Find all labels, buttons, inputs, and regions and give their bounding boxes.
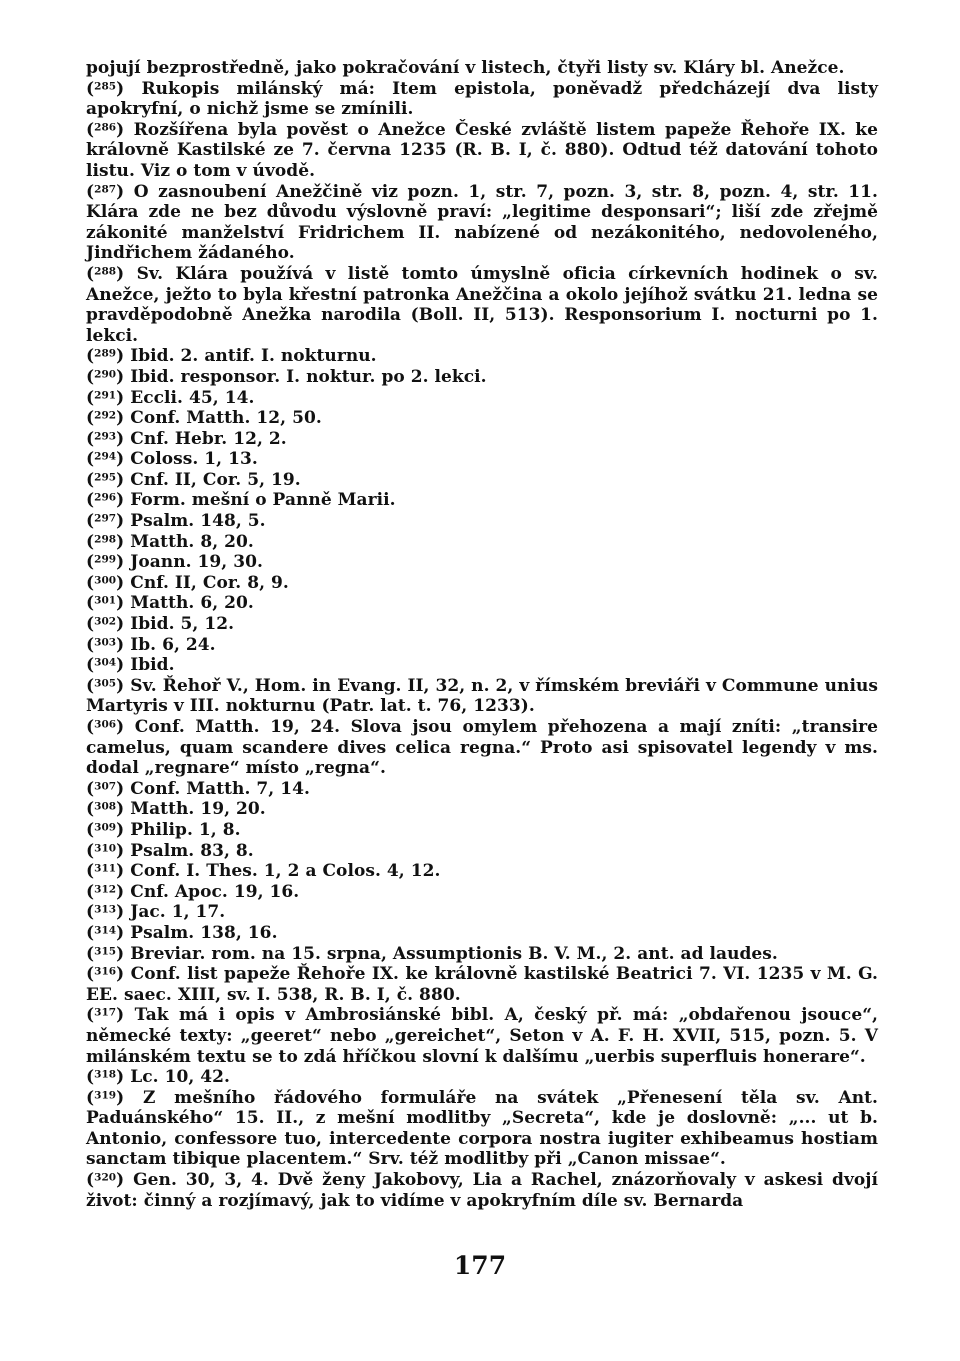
footnote-text: Form. mešní o Panně Marii.	[130, 490, 396, 511]
footnote-number: 309	[94, 821, 117, 834]
footnote-text: Jac. 1, 17.	[130, 902, 226, 923]
footnote: ($^{295}$) Cnf. II, Cor. 5, 19.	[86, 469, 301, 490]
footnote: ($^{319}$) Z mešního řádového formuláře na svátek „Přenesení těla sv. Ant. Paduánského“ 15. II., z mešní modlitby „Secreta“, kde je doslovně: „... ut b. Antonio, confessore tuo, intercedente corpora nostra iugiter exhibeamus hostiam sanctam tibique placentem.“ Srv. též modlitby při „Canon missae“.	[86, 1087, 878, 1170]
footnote-text: Psalm. 83, 8.	[130, 840, 254, 861]
footnote: ($^{316}$) Conf. list papeže Řehoře IX. ke královně kastilské Beatrici 7. VI. 1235 v M. G. EE. saec. XIII, sv. I. 538, R. B. I, č. 880.	[86, 964, 879, 1005]
footnote-text: Joann. 19, 30.	[130, 552, 263, 573]
footnote-text: Ib. 6, 24.	[130, 634, 216, 655]
footnote: ($^{287}$) O zasnoubení Anežčině viz pozn. 1, str. 7, pozn. 3, str. 8, pozn. 4, str. 11. Klára zde ne bez důvodu výslovně praví: „legitime desponsari“; liší zde zřejmě zákonité manželství Fridrichem II. nabízené od nezákonitého, nedovoleného, Jindřichem žádaného.	[86, 181, 879, 264]
footnote: ($^{313}$) Jac. 1, 17.	[86, 902, 226, 923]
footnote-number: 297	[94, 512, 117, 525]
footnote-text: Conf. Matth. 19, 24. Slova jsou omylem přehozena a mají zníti: „transire camelus, quam scandere dives celica regna.“ Proto asi spisovatel legendy v ms. dodal „regnare“ místo „regna“.	[86, 717, 878, 779]
footnote: ($^{298}$) Matth. 8, 20.	[86, 531, 254, 552]
footnote: ($^{315}$) Breviar. rom. na 15. srpna, Assumptionis B. V. M., 2. ant. ad laudes.	[86, 943, 778, 964]
footnote-text: Ibid. 5, 12.	[130, 614, 235, 635]
footnote-number: 317	[94, 1006, 117, 1019]
page-number: 177	[453, 1251, 507, 1280]
footnote-number: 293	[94, 429, 117, 442]
footnote-number: 294	[94, 450, 117, 463]
footnote-number: 311	[94, 862, 117, 875]
footnote: ($^{307}$) Conf. Matth. 7, 14.	[86, 778, 310, 799]
footnote	[86, 58, 878, 79]
footnote: ($^{303}$) Ib. 6, 24.	[86, 634, 216, 655]
footnote-text: Matth. 8, 20.	[130, 531, 254, 552]
footnote-text: pojují bezprostředně, jako pokračování v listech, čtyři listy sv. Kláry bl. Anežce.	[86, 58, 845, 78]
footnote: ($^{292}$) Conf. Matth. 12, 50.	[86, 408, 322, 429]
footnote: ($^{312}$) Cnf. Apoc. 19, 16.	[86, 881, 300, 902]
footnote-number: 299	[94, 553, 117, 566]
footnote-number: 310	[94, 841, 117, 854]
footnote-number: 292	[94, 409, 117, 422]
footnote: ($^{309}$) Philip. 1, 8.	[86, 819, 241, 840]
footnote-number: 285	[94, 79, 117, 92]
footnote-number: 288	[94, 265, 117, 278]
footnote-number: 308	[94, 800, 117, 813]
footnote-number: 306	[94, 718, 117, 731]
footnote-text: Conf. list papeže Řehoře IX. ke královně kastilské Beatrici 7. VI. 1235 v M. G. EE. saec. XIII, sv. I. 538, R. B. I, č. 880.	[86, 964, 879, 1005]
footnote-text: Z mešního řádového formuláře na svátek „Přenesení těla sv. Ant. Paduánského“ 15. II., z mešní modlitby „Secreta“, kde je doslovně: „... ut b. Antonio, confessore tuo, intercedente corpora nostra iugiter exhibeamus hostiam sanctam tibique placentem.“ Srv. též modlitby při „Canon missae“.	[86, 1087, 878, 1170]
footnote: ($^{297}$) Psalm. 148, 5.	[86, 511, 266, 532]
footnote: ($^{302}$) Ibid. 5, 12.	[86, 614, 235, 635]
footnote-text: Eccli. 45, 14.	[130, 387, 255, 408]
footnote-number: 313	[94, 903, 117, 916]
footnote-text: Coloss. 1, 13.	[130, 449, 258, 470]
footnote-text: Ibid. responsor. I. noktur. po 2. lekci.	[130, 366, 487, 387]
footnote-text: Ibid.	[130, 655, 175, 676]
footnote-number: 300	[94, 574, 117, 587]
footnote-number: 314	[94, 924, 117, 937]
footnote-text: Gen. 30, 3, 4. Dvě ženy Jakobovy, Lia a Rachel, znázorňovaly v askesi dvojí život: činný a rozjímavý, jak to vidíme v apokryfním díle sv. Bernarda	[86, 1170, 878, 1211]
footnote-number: 302	[94, 615, 117, 628]
footnote-text: Rukopis milánský má: Item epistola, poněvadž předcházejí dva listy apokryfní, o nichž jsme se zmínili.	[86, 78, 879, 120]
footnote: ($^{291}$) Eccli. 45, 14.	[86, 387, 255, 408]
footnote: ($^{311}$) Conf. I. Thes. 1, 2 a Colos. 4, 12.	[86, 861, 441, 882]
footnote: ($^{301}$) Matth. 6, 20.	[86, 593, 254, 614]
footnote: ($^{310}$) Psalm. 83, 8.	[86, 840, 254, 861]
footnote: ($^{288}$) Sv. Klára používá v listě tomto úmyslně oficia církevních hodinek o sv. Anežce, ježto to byla křestní patronka Anežčina a okolo jejíhož svátku 21. ledna se pravděpodobně Anežka narodila (Boll. II, 513). Responsorium I. nocturni po 1. lekci.	[86, 263, 879, 346]
footnote-text: Sv. Řehoř V., Hom. in Evang. II, 32, n. 2, v římském breviáři v Commune unius Martyris v III. nokturnu (Patr. lat. t. 76, 1233).	[86, 675, 879, 717]
footnote-number: 303	[94, 635, 117, 648]
footnote-number: 287	[94, 182, 117, 195]
footnote: ($^{308}$) Matth. 19, 20.	[86, 799, 266, 820]
footnote-number: 301	[94, 594, 117, 607]
footnote: ($^{304}$) Ibid.	[86, 655, 175, 676]
footnote-number: 290	[94, 368, 117, 381]
footnote-text: Cnf. II, Cor. 5, 19.	[130, 469, 301, 490]
footnotes-block	[86, 58, 878, 1211]
footnote-number: 315	[94, 944, 117, 957]
footnote-text: Psalm. 148, 5.	[130, 511, 266, 532]
footnote-text: Breviar. rom. na 15. srpna, Assumptionis B. V. M., 2. ant. ad laudes.	[130, 943, 778, 964]
footnote-text: Ibid. 2. antif. I. nokturnu.	[130, 346, 377, 367]
footnote: ($^{299}$) Joann. 19, 30.	[86, 552, 263, 573]
footnote-text: Conf. Matth. 12, 50.	[130, 408, 322, 429]
footnote-text: Cnf. Apoc. 19, 16.	[130, 881, 300, 902]
footnote: ($^{286}$) Rozšířena byla pověst o Anežce České zvláště listem papeže Řehoře IX. ke královně Kastilské ze 7. června 1235 (R. B. I, č. 880). Odtud též datování tohoto listu. Viz o tom v úvodě.	[86, 119, 878, 181]
footnote: ($^{290}$) Ibid. responsor. I. noktur. po 2. lekci.	[86, 366, 487, 387]
footnote-number: 286	[94, 121, 117, 134]
footnote: ($^{296}$) Form. mešní o Panně Marii.	[86, 490, 396, 511]
footnote: ($^{294}$) Coloss. 1, 13.	[86, 449, 258, 470]
footnote-number: 312	[94, 883, 117, 896]
footnote-text: Tak má i opis v Ambrosiánské bibl. A, český př. má: „obdařenou jsoucе“, německé texty: „geeret“ nebo „gereichet“, Seton v A. F. H. XVII, 515, pozn. 5. V milánském textu se to zdá hříčkou slovní k dalšímu „uerbis superfluis honerare“.	[86, 1005, 878, 1067]
footnote-text: O zasnoubení Anežčině viz pozn. 1, str. 7, pozn. 3, str. 8, pozn. 4, str. 11. Klára zde ne bez důvodu výslovně praví: „legitime desponsari“; liší zde zřejmě zákonité manželství Fridrichem II. nabízené od nezákonitého, nedovoleného, Jindřichem žádaného.	[86, 181, 879, 264]
footnote: ($^{293}$) Cnf. Hebr. 12, 2.	[86, 428, 287, 449]
footnote-number: 304	[94, 656, 117, 669]
footnote: ($^{305}$) Sv. Řehoř V., Hom. in Evang. II, 32, n. 2, v římském breviáři v Commune unius Martyris v III. nokturnu (Patr. lat. t. 76, 1233).	[86, 675, 879, 717]
footnote-text: Cnf. Hebr. 12, 2.	[130, 428, 287, 449]
footnote: ($^{320}$) Gen. 30, 3, 4. Dvě ženy Jakobovy, Lia a Rachel, znázorňovaly v askesi dvojí život: činný a rozjímavý, jak to vidíme v apokryfním díle sv. Bernarda	[86, 1170, 878, 1211]
footnote-text: Philip. 1, 8.	[130, 819, 241, 840]
footnote-number: 289	[94, 347, 117, 360]
footnote: ($^{306}$) Conf. Matth. 19, 24. Slova jsou omylem přehozena a mají zníti: „transire camelus, quam scandere dives celica regna.“ Proto asi spisovatel legendy v ms. dodal „regnare“ místo „regna“.	[86, 717, 878, 779]
footnote: ($^{317}$) Tak má i opis v Ambrosiánské bibl. A, český př. má: „obdařenou jsoucе“, německé texty: „geeret“ nebo „gereichet“, Seton v A. F. H. XVII, 515, pozn. 5. V milánském textu se to zdá hříčkou slovní k dalšímu „uerbis superfluis honerare“.	[86, 1005, 878, 1067]
footnote-number: 320	[94, 1171, 117, 1184]
footnote-text: Psalm. 138, 16.	[130, 922, 278, 943]
footnote: ($^{318}$) Lc. 10, 42.	[86, 1067, 230, 1088]
footnote-text: Matth. 19, 20.	[130, 799, 266, 820]
footnote-text: Rozšířena byla pověst o Anežce České zvláště listem papeže Řehoře IX. ke královně Kastilské ze 7. června 1235 (R. B. I, č. 880). Odtud též datování tohoto listu. Viz o tom v úvodě.	[86, 119, 878, 181]
footnote-number: 305	[94, 677, 117, 690]
footnote: ($^{314}$) Psalm. 138, 16.	[86, 922, 278, 943]
footnote: ($^{300}$) Cnf. II, Cor. 8, 9.	[86, 572, 289, 593]
footnote-text: Conf. I. Thes. 1, 2 a Colos. 4, 12.	[130, 861, 441, 882]
footnote-number: 296	[94, 491, 117, 504]
footnote-text: Lc. 10, 42.	[130, 1067, 230, 1088]
footnote-number: 298	[94, 532, 117, 545]
footnote-number: 291	[94, 388, 117, 401]
footnote-number: 318	[94, 1068, 117, 1081]
footnote-text: Sv. Klára používá v listě tomto úmyslně oficia církevních hodinek o sv. Anežce, ježto to byla křestní patronka Anežčina a okolo jejíhož svátku 21. ledna se pravděpodobně Anežka narodila (Boll. II, 513). Responsorium I. nocturni po 1. lekci.	[86, 263, 879, 346]
footnote-number: 319	[94, 1088, 117, 1101]
footnote: ($^{289}$) Ibid. 2. antif. I. nokturnu.	[86, 346, 377, 367]
footnote-text: Cnf. II, Cor. 8, 9.	[130, 572, 289, 593]
footnote-number: 316	[94, 965, 117, 978]
footnote-text: Matth. 6, 20.	[130, 593, 254, 614]
footnote-number: 295	[94, 471, 117, 484]
footnote-number: 307	[94, 780, 117, 793]
footnote-text: Conf. Matth. 7, 14.	[130, 778, 310, 799]
footnote: ($^{285}$) Rukopis milánský má: Item epistola, poněvadž předcházejí dva listy apokryfní, o nichž jsme se zmínili.	[86, 78, 879, 120]
